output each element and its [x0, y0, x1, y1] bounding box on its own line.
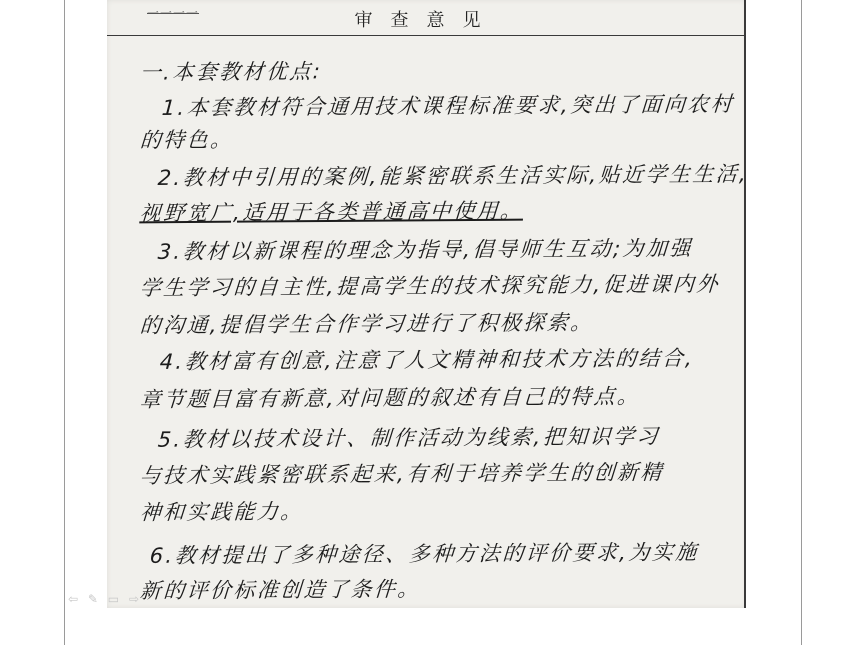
- previous-slide-icon[interactable]: ⇦: [68, 592, 82, 606]
- menu-icon[interactable]: ▭: [107, 592, 123, 606]
- handwritten-line-5: 3.教材以新课程的理念为指导,倡导师生互动;为加强: [157, 236, 694, 264]
- handwritten-line-2: 的特色。: [139, 127, 235, 153]
- handwritten-line-14: 新的评价标准创造了条件。: [139, 577, 422, 603]
- handwritten-line-8: 4.教材富有创意,注意了人文精神和技术方法的结合,: [159, 346, 696, 374]
- pen-icon[interactable]: ✎: [87, 592, 101, 606]
- slide-nav-toolbar: [68, 592, 142, 606]
- section-heading: 一.本套教材优点:: [139, 59, 324, 85]
- handwritten-line-10: 5.教材以技术设计、制作活动为线索,把知识学习: [157, 424, 661, 452]
- header-struck-label: 一一一一: [147, 6, 200, 20]
- handwritten-line-1: 1.本套教材符合通用技术课程标准要求,突出了面向农村: [161, 92, 735, 120]
- page-title: 审查意见: [354, 10, 499, 31]
- handwritten-line-9: 章节题目富有新意,对问题的叙述有自己的特点。: [139, 384, 642, 412]
- handwritten-line-3: 2.教材中引用的案例,能紧密联系生活实际,贴近学生生活,: [157, 161, 750, 191]
- handwritten-line-12: 神和实践能力。: [139, 499, 305, 525]
- next-slide-icon[interactable]: ⇨: [128, 592, 143, 606]
- handwritten-line-13: 6.教材提出了多种途径、多种方法的评价要求,为实施: [149, 540, 700, 568]
- handwritten-line-7: 的沟通,提倡学生合作学习进行了积极探索。: [139, 310, 595, 338]
- handwritten-line-6: 学生学习的自主性,提高学生的技术探究能力,促进课内外: [139, 271, 721, 301]
- handwritten-line-4: 视野宽广,适用于各类普通高中使用。: [139, 198, 525, 226]
- handwritten-line-11: 与技术实践紧密联系起来,有利于培养学生的创新精: [139, 460, 665, 488]
